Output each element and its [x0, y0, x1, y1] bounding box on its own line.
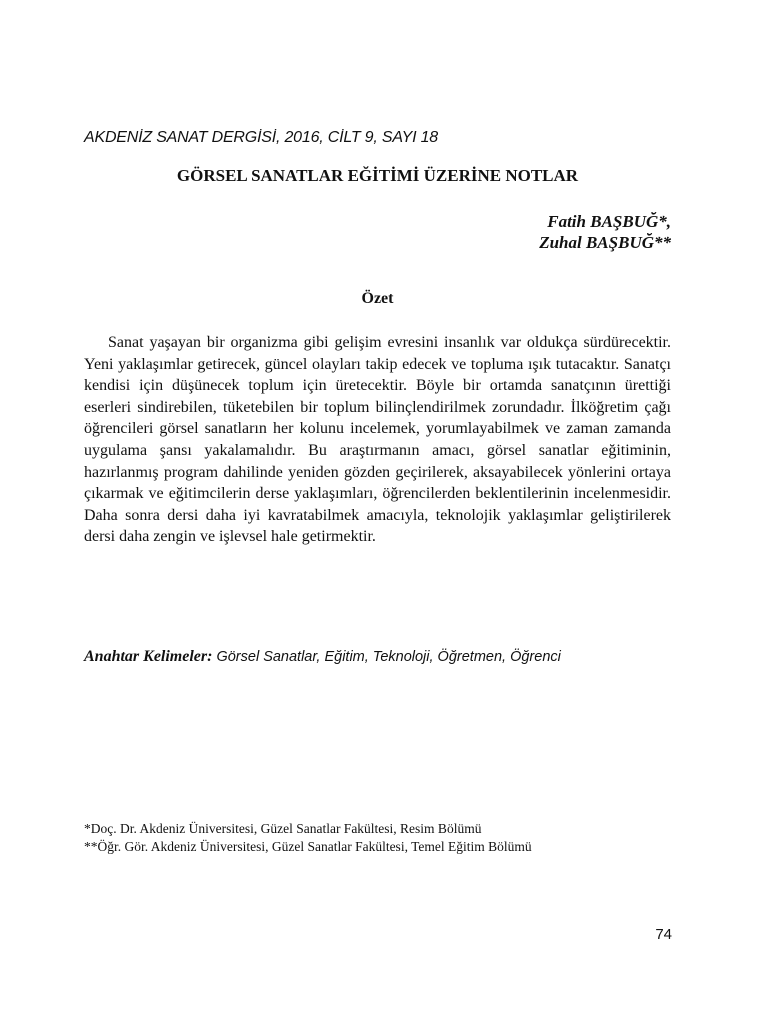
journal-header: AKDENİZ SANAT DERGİSİ, 2016, CİLT 9, SAYI 18 [84, 129, 438, 146]
keywords-list: Görsel Sanatlar, Eğitim, Teknoloji, Öğretmen, Öğrenci [216, 649, 561, 665]
keywords-label: Anahtar Kelimeler: [84, 648, 213, 665]
footnote: *Doç. Dr. Akdeniz Üniversitesi, Güzel Sanatlar Fakültesi, Resim Bölümü [84, 821, 482, 836]
article-title: GÖRSEL SANATLAR EĞİTİMİ ÜZERİNE NOTLAR [176, 166, 579, 185]
author-name: Fatih BAŞBUĞ*, [547, 212, 671, 231]
abstract-heading: Özet [361, 290, 394, 307]
footnotes [84, 820, 532, 856]
footnote: **Öğr. Gör. Akdeniz Üniversitesi, Güzel Sanatlar Fakültesi, Temel Eğitim Bölümü [84, 839, 532, 854]
abstract-text: Sanat yaşayan bir organizma gibi gelişim evresini insanlık var oldukça sürdürecektir. Yeni yaklaşımlar getirecek, güncel olayları takip edecek ve topluma ışık tutacaktır. Sanatçı kendisi için düşünecek toplum için üretecektir. Böyle bir ortamda sanatçının ürettiği eserleri sindirebilen, tüketebilen bir toplum bilinçlendirilmek zorundadır. İlköğretim çağı öğrencileri görsel sanatların her kolunu incelemek, yorumlayabilmek ve zaman zamanda uygulama şansı yakalamalıdır. Bu araştırmanın amacı, görsel sanatlar eğitiminin, hazırlanmış program dahilinde yeniden gözden geçirilerek, aksayabilecek yönlerini ortaya çıkarmak ve eğitimcilerin derse yaklaşımları, öğrencilerden beklentilerinin incelenmesidir. Daha sonra dersi daha iyi kavratabilmek amacıyla, teknolojik yaklaşımlar geliştirilerek dersi daha zengin ve işlevsel hale getirmektir. [84, 334, 671, 546]
page-number: 74 [655, 926, 672, 943]
author-name: Zuhal BAŞBUĞ** [539, 233, 671, 252]
author-list [539, 211, 671, 253]
keywords-line [84, 648, 561, 666]
